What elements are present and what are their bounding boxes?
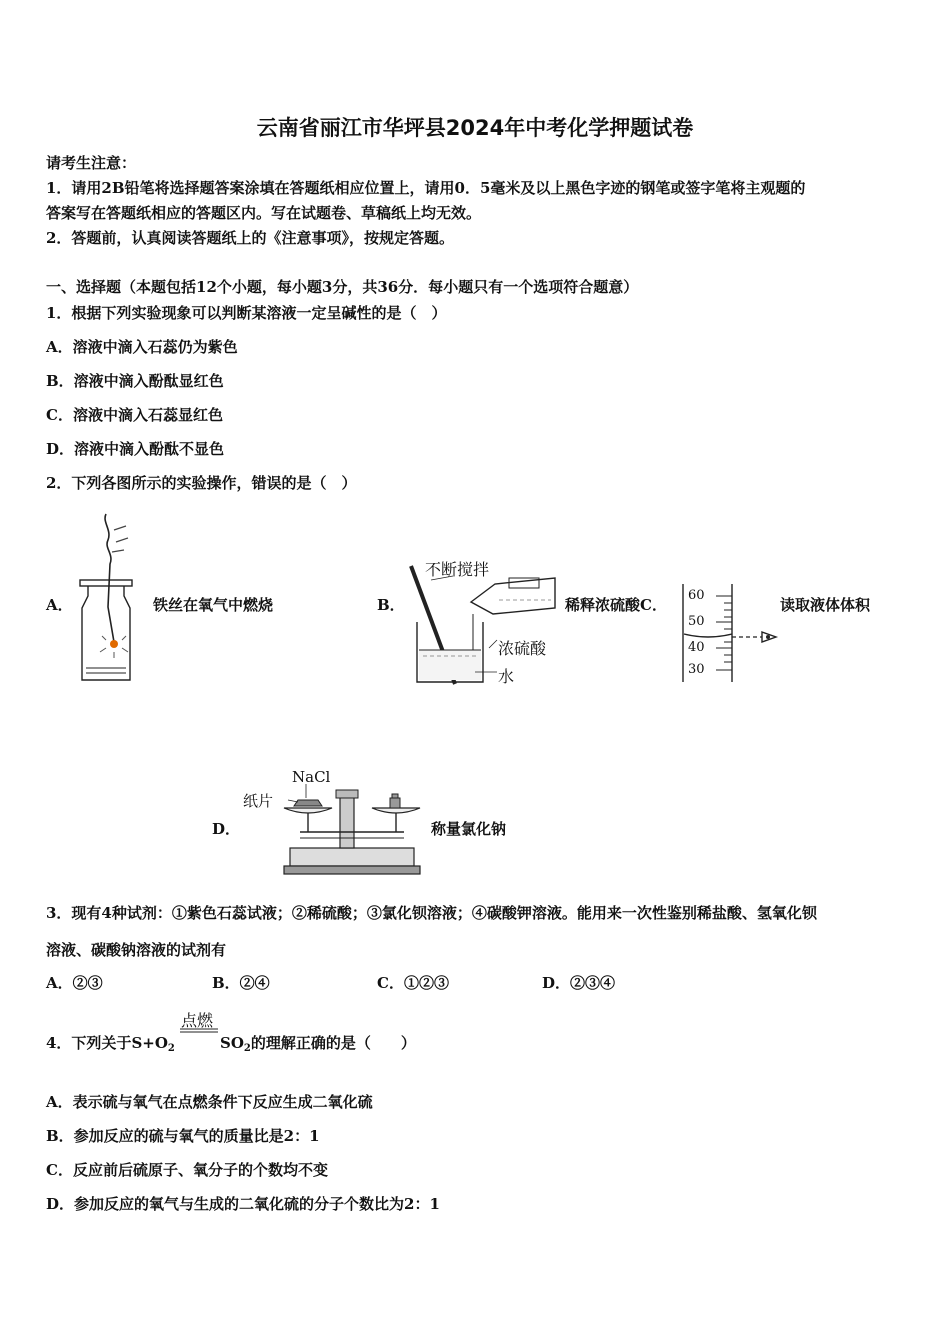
q4-stem-rest xyxy=(220,1032,416,1054)
q4-product: SO xyxy=(220,1034,244,1052)
q4-option-c: C．反应前后硫原子、氧分子的个数均不变 xyxy=(46,1161,328,1179)
page-title: 云南省丽江市华坪县2024年中考化学押题试卷 xyxy=(256,116,694,140)
q2-option-d-label: D． xyxy=(212,820,241,838)
fig-b-acid-label: 浓硫酸 xyxy=(498,639,547,658)
q4-condition: 点燃 xyxy=(181,1011,214,1030)
q2-option-d-text: 称量氯化钠 xyxy=(431,820,507,838)
q3-option-c: C．①②③ xyxy=(377,974,449,992)
cylinder-tick-30: 30 xyxy=(688,662,705,677)
q4-stem-suffix: 的理解正确的是（ ） xyxy=(250,1034,416,1052)
notice-line-2: 答案写在答题纸相应的答题区内。写在试题卷、草稿纸上均无效。 xyxy=(46,204,482,222)
cylinder-tick-60: 60 xyxy=(688,588,705,603)
cylinder-tick-40: 40 xyxy=(688,640,705,655)
equation-arrow xyxy=(180,1028,220,1034)
fig-d-nacl-label: NaCl xyxy=(292,768,331,786)
iron-wire-bottle-figure xyxy=(78,512,138,687)
q2-option-a-text: 铁丝在氧气中燃烧 xyxy=(153,596,274,614)
q3-option-d: D．②③④ xyxy=(542,974,616,992)
eye-icon xyxy=(762,632,776,642)
fig-b-water-label: 水 xyxy=(498,667,515,686)
q1-option-b: B．溶液中滴入酚酞显红色 xyxy=(46,372,224,390)
q1-option-d: D．溶液中滴入酚酞不显色 xyxy=(46,440,225,458)
q4-stem xyxy=(46,1032,175,1054)
q2-option-b-label: B． xyxy=(377,596,405,614)
q4-stem-prefix: 4．下列关于S+O xyxy=(46,1034,168,1052)
q1-stem: 1．根据下列实验现象可以判断某溶液一定呈碱性的是（ ） xyxy=(46,304,447,322)
notice-line-1: 1．请用2B铅笔将选择题答案涂填在答题纸相应位置上，请用0．5毫米及以上黑色字迹的钢笔或签字笔将主观题的 xyxy=(46,179,806,197)
q2-option-a-label: A． xyxy=(46,596,73,614)
q1-option-c: C．溶液中滴入石蕊显红色 xyxy=(46,406,223,424)
q2-option-b-text: 稀释浓硫酸C． xyxy=(565,596,667,614)
cylinder-tick-50: 50 xyxy=(688,614,705,629)
q2-option-c-text: 读取液体体积 xyxy=(780,596,871,614)
q4-option-b: B．参加反应的硫与氧气的质量比是2：1 xyxy=(46,1127,320,1145)
q4-option-d: D．参加反应的氧气与生成的二氧化硫的分子个数比为2：1 xyxy=(46,1195,440,1213)
notice-heading: 请考生注意： xyxy=(46,154,137,172)
q4-option-a: A．表示硫与氧气在点燃条件下反应生成二氧化硫 xyxy=(46,1093,373,1111)
q2-stem: 2．下列各图所示的实验操作，错误的是（ ） xyxy=(46,474,357,492)
section-heading: 一、选择题（本题包括12个小题，每小题3分，共36分．每小题只有一个选项符合题意） xyxy=(46,278,639,296)
q3-stem-2: 溶液、碳酸钠溶液的试剂有 xyxy=(46,941,227,959)
q4-subscript-o2: 2 xyxy=(167,1043,175,1054)
notice-line-3: 2．答题前，认真阅读答题纸上的《注意事项》，按规定答题。 xyxy=(46,229,454,247)
fig-d-paper-label: 纸片 xyxy=(243,792,274,810)
fig-b-stir-label: 不断搅拌 xyxy=(425,560,490,579)
q1-option-a: A．溶液中滴入石蕊仍为紫色 xyxy=(46,338,238,356)
q3-option-b: B．②④ xyxy=(212,974,270,992)
q4-subscript-so2: 2 xyxy=(243,1043,251,1054)
balance-figure xyxy=(240,770,425,880)
q3-option-a: A．②③ xyxy=(46,974,103,992)
q3-stem-1: 3．现有4种试剂：①紫色石蕊试液；②稀硫酸；③氯化钡溶液；④碳酸钾溶液。能用来一次性鉴别稀盐酸、氢氧化钡 xyxy=(46,904,817,922)
